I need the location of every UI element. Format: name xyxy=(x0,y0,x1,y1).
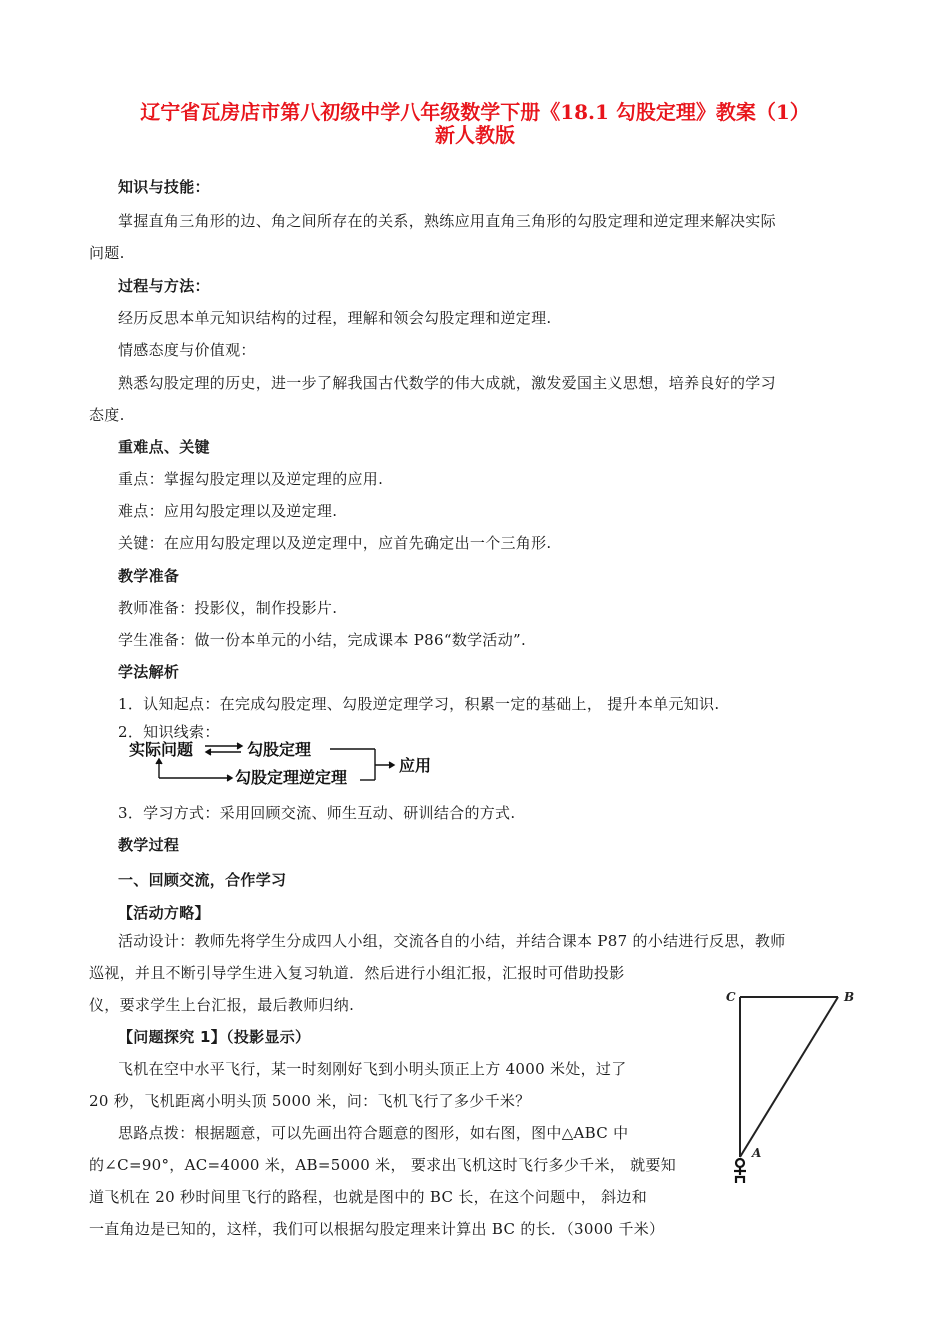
heading-knowledge-skills: 知识与技能： xyxy=(118,178,210,196)
node-practical-problem: 实际问题 xyxy=(129,740,194,759)
heading-study-analysis: 学法解析 xyxy=(118,663,180,681)
study-item-1: 1．认知起点：在完成勾股定理、勾股逆定理学习，积累一定的基础上， 提升本单元知识. xyxy=(118,695,720,713)
node-converse-theorem: 勾股定理逆定理 xyxy=(235,768,348,787)
document-subtitle: 新人教版 xyxy=(435,123,515,147)
heading-part-1: 一、回顾交流，合作学习 xyxy=(118,871,287,889)
hint-text-3: 道飞机在 20 秒时间里飞行的路程，也就是图中的 BC 长，在这个问题中， 斜边和 xyxy=(89,1188,648,1206)
attitude-values-text-2: 态度. xyxy=(89,406,125,424)
study-item-2: 2．知识线索： xyxy=(118,723,220,741)
label-c: C xyxy=(726,990,736,1004)
heading-preparation: 教学准备 xyxy=(118,567,180,585)
preparation-student: 学生准备：做一份本单元的小结，完成课本 P86“数学活动”. xyxy=(118,631,527,649)
heading-teaching-process: 教学过程 xyxy=(118,836,180,854)
key-points-difficulty: 难点：应用勾股定理以及逆定理. xyxy=(118,502,338,520)
hint-text-4: 一直角边是已知的，这样，我们可以根据勾股定理来计算出 BC 的长．（3000 千米） xyxy=(89,1220,665,1238)
heading-activity: 【活动方略】 xyxy=(118,904,210,922)
heading-problem-1: 【问题探究 1】（投影显示） xyxy=(118,1028,311,1046)
activity-text-1: 活动设计：教师先将学生分成四人小组，交流各自的小结，并结合课本 P87 的小结进行反思，教师 xyxy=(118,932,786,950)
heading-process-methods: 过程与方法： xyxy=(118,277,210,295)
heading-attitude-values: 情感态度与价值观： xyxy=(118,341,256,359)
problem-text-1: 飞机在空中水平飞行，某一时刻刚好飞到小明头顶正上方 4000 米处，过了 xyxy=(118,1060,627,1078)
label-b: B xyxy=(844,990,855,1004)
key-points-key: 关键：在应用勾股定理以及逆定理中，应首先确定出一个三角形. xyxy=(118,534,552,552)
key-points-focus: 重点：掌握勾股定理以及逆定理的应用. xyxy=(118,470,384,488)
attitude-values-text-1: 熟悉勾股定理的历史，进一步了解我国古代数学的伟大成就，激发爱国主义思想，培养良好的学习 xyxy=(118,374,776,392)
study-item-3: 3．学习方式：采用回顾交流、师生互动、研训结合的方式. xyxy=(118,804,516,822)
document-title: 辽宁省瓦房店市第八初级中学八年级数学下册《18.1 勾股定理》教案（1） xyxy=(140,100,810,124)
problem-text-2: 20 秒，飞机距离小明头顶 5000 米，问：飞机飞行了多少千米？ xyxy=(89,1092,531,1110)
activity-text-2: 巡视，并且不断引导学生进入复习轨道．然后进行小组汇报，汇报时可借助投影 xyxy=(89,964,625,982)
process-methods-text: 经历反思本单元知识结构的过程，理解和领会勾股定理和逆定理. xyxy=(118,309,552,327)
node-application: 应用 xyxy=(399,756,432,775)
hint-text-1: 思路点拨：根据题意，可以先画出符合题意的图形，如右图，图中△ABC 中 xyxy=(118,1124,629,1142)
knowledge-skills-text-1: 掌握直角三角形的边、角之间所存在的关系，熟练应用直角三角形的勾股定理和逆定理来解决实际 xyxy=(118,212,776,230)
label-a: A xyxy=(752,1146,762,1160)
knowledge-skills-text-2: 问题. xyxy=(89,244,125,262)
triangle-figure xyxy=(720,985,880,1185)
knowledge-flow-diagram xyxy=(125,738,445,788)
preparation-teacher: 教师准备：投影仪，制作投影片. xyxy=(118,599,338,617)
person-icon xyxy=(734,1159,746,1183)
activity-text-3: 仪，要求学生上台汇报，最后教师归纳. xyxy=(89,996,355,1014)
node-pythagorean-theorem: 勾股定理 xyxy=(247,740,312,759)
hint-text-2: 的∠C=90°，AC=4000 米，AB=5000 米， 要求出飞机这时飞行多少千米， 就要知 xyxy=(89,1156,677,1174)
heading-key-points: 重难点、关键 xyxy=(118,438,210,456)
